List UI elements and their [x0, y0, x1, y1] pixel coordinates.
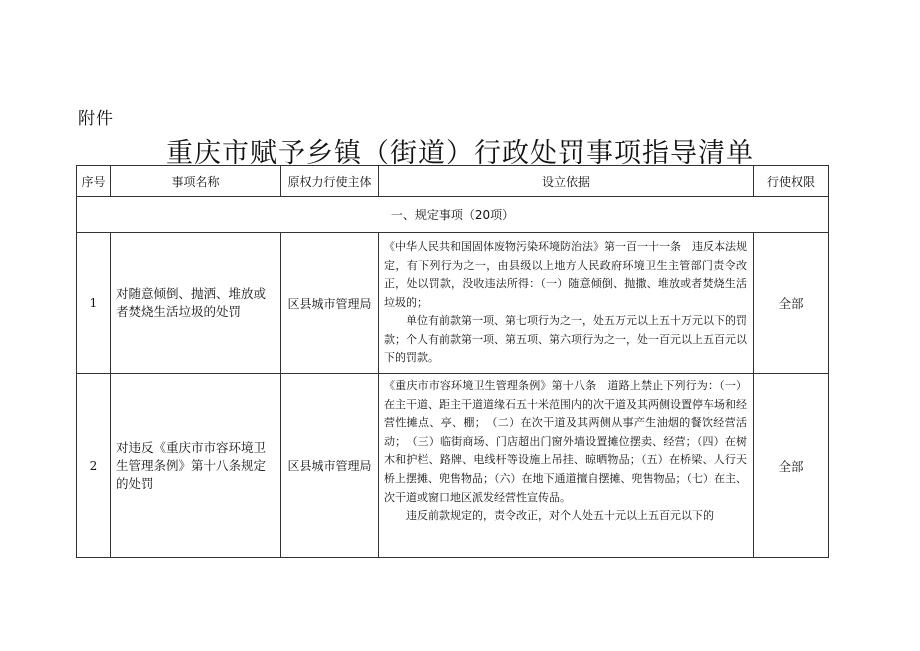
table-header-row — [77, 166, 829, 197]
basis-paragraph: 《中华人民共和国固体废物污染环境防治法》第一百一十一条 违反本法规定，有下列行为之一，由县级以上地方人民政府环境卫生主管部门责令改正，处以罚款，没收违法所得：（一）随意倾倒、抛撒、堆放或者焚烧生活垃圾的； — [384, 239, 747, 309]
basis-paragraph: 《重庆市市容环境卫生管理条例》第十八条 道路上禁止下列行为：（一）在主干道、距主干道道缘石五十米范围内的次干道及其两侧设置停车场和经营性摊点、亭、棚； （二）在次干道及其两侧从事产生油烟的餐饮经营活动； （三）临街商场、门店超出门窗外墙设置摊位摆卖、经营；（四）在树木和护栏、路牌、电线杆等设施上吊挂、晾晒物品；（五）在桥梁、人行天桥上摆摊、兜售物品；（六）在地下通道擅自摆摊、兜售物品；（七）在主、次干道或窗口地区派发经营性宣传品。 — [384, 379, 747, 504]
authority-scope: 全部 — [754, 374, 829, 558]
section-title: 一、规定事项（20项） — [77, 197, 829, 233]
penalty-items-table — [76, 165, 829, 558]
header-no: 序号 — [77, 166, 111, 197]
header-basis: 设立依据 — [379, 166, 754, 197]
original-subject: 区县城市管理局 — [281, 233, 379, 374]
header-authority: 行使权限 — [754, 166, 829, 197]
authority-scope: 全部 — [754, 233, 829, 374]
table-row — [77, 374, 829, 558]
basis-paragraph: 单位有前款第一项、第七项行为之一，处五万元以上五十万元以下的罚款；个人有前款第一项、第五项、第六项行为之一，处一百元以上五百元以下的罚款。 — [384, 314, 747, 365]
basis-paragraph: 违反前款规定的，责令改正，对个人处五十元以上五百元以下的 — [406, 509, 714, 523]
item-name: 对随意倾倒、抛洒、堆放或者焚烧生活垃圾的处罚 — [111, 233, 281, 374]
section-row — [77, 197, 829, 233]
legal-basis — [379, 233, 754, 374]
annex-label: 附件 — [78, 109, 114, 129]
header-name: 事项名称 — [111, 166, 281, 197]
original-subject: 区县城市管理局 — [281, 374, 379, 558]
document-title: 重庆市赋予乡镇（街道）行政处罚事项指导清单 — [166, 138, 754, 169]
header-subject: 原权力行使主体 — [281, 166, 379, 197]
table-row — [77, 233, 829, 374]
row-number: 1 — [77, 233, 111, 374]
row-number: 2 — [77, 374, 111, 558]
legal-basis — [379, 374, 754, 558]
item-name: 对违反《重庆市市容环境卫生管理条例》第十八条规定的处罚 — [111, 374, 281, 558]
